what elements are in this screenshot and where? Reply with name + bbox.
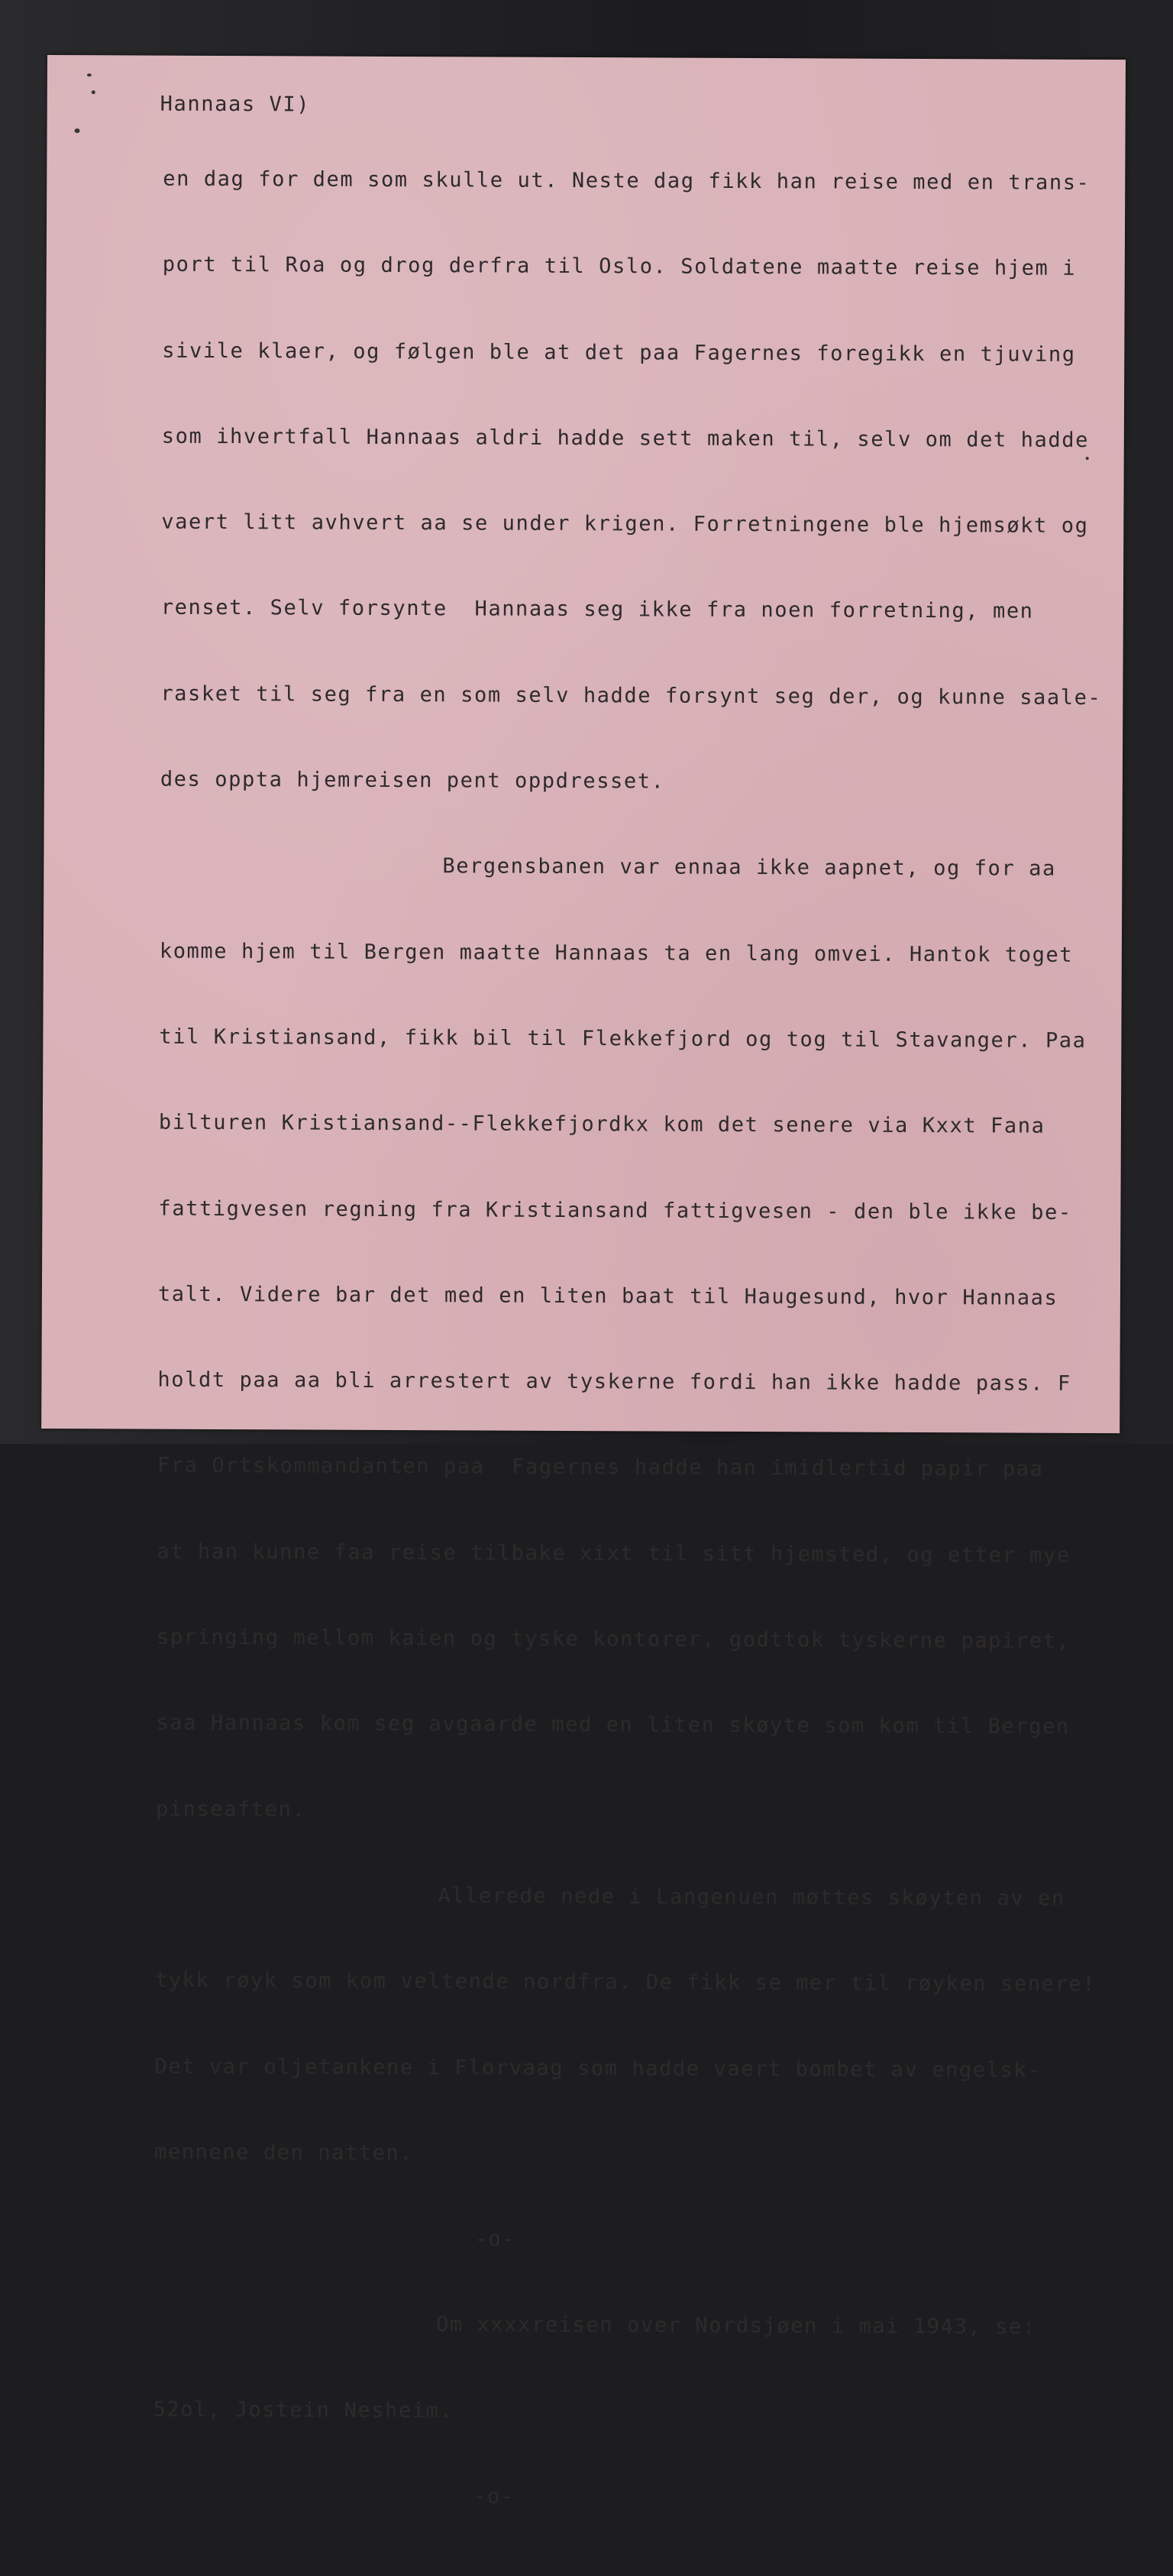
text-line: talt. Videre bar det med en liten baat til Haugesund, hvor Hannaas: [157, 1282, 1058, 1310]
typed-page: [41, 55, 1126, 2509]
text-line: saa Hannaas kom seg avgaarde med en liten skøyte som kom til Bergen: [156, 1710, 1070, 1739]
text-line: port til Roa og drog derfra til Oslo. Soldatene maatte reise hjem i: [162, 252, 1077, 281]
section-separator: -o-: [474, 2227, 516, 2251]
ink-speck: [75, 128, 80, 133]
end-separator: -o-: [473, 2484, 515, 2509]
text-line: komme hjem til Bergen maatte Hannaas ta en lang omvei. Hantok toget: [159, 939, 1074, 967]
ink-speck: [87, 73, 92, 76]
text-line-indented: Allerede nede i Langenuen møttes skøyten av en: [438, 1884, 1065, 1911]
ink-speck: [92, 90, 95, 94]
page-header: Hannaas VI): [160, 92, 311, 117]
text-line: mennene den natten.: [153, 2140, 414, 2165]
reference-line: Om xxxxreisen over Nordsjøen i mai 1943, se:: [435, 2312, 1036, 2340]
text-line: sivile klaer, og følgen ble at det paa Fagernes foregikk en tjuving: [162, 338, 1076, 367]
document-body: [153, 128, 1104, 2575]
text-line: des oppta hjemreisen pent oppdresset.: [160, 767, 665, 794]
text-line: springing mellom kaien og tyske kontorer, godttok tyskerne papiret,: [156, 1625, 1071, 1653]
text-line: bilturen Kristiansand--Flekkefjordkx kom det senere via Kxxt Fana: [158, 1110, 1045, 1138]
text-line: en dag for dem som skulle ut. Neste dag fikk han reise med en trans-: [163, 167, 1091, 195]
text-line: vaert litt avhvert aa se under krigen. Forretningene ble hjemsøkt og: [161, 510, 1089, 539]
text-line: Det var oljetankene i Florvaag som hadde vaert bombet av engelsk-: [154, 2054, 1042, 2082]
text-line: at han kunne faa reise tilbake xixt til sitt hjemsted, og etter mye: [157, 1539, 1071, 1568]
text-line: renset. Selv forsynte Hannaas seg ikke fra noen forretning, men: [160, 596, 1034, 624]
text-line: pinseaften.: [155, 1797, 306, 1822]
reference-target: 52ol, Jostein Nesheim.: [153, 2397, 454, 2423]
text-line: rasket til seg fra en som selv hadde forsynt seg der, og kunne saale-: [160, 681, 1102, 710]
text-line-indented: Bergensbanen var ennaa ikke aapnet, og for aa: [442, 854, 1056, 882]
text-line: holdt paa aa bli arrestert av tyskerne fordi han ikke hadde pass. F: [157, 1367, 1071, 1396]
text-line: som ihvertfall Hannaas aldri hadde sett maken til, selv om det hadde: [161, 424, 1090, 452]
text-line: Fra Ortskommandanten paa Fagernes hadde han imidlertid papir paa: [157, 1454, 1044, 1482]
text-line: til Kristiansand, fikk bil til Flekkefjord og tog til Stavanger. Paa: [159, 1024, 1087, 1053]
text-line: fattigvesen regning fra Kristiansand fattigvesen - den ble ikke be-: [158, 1196, 1072, 1225]
text-line: tykk røyk som kom veltende nordfra. De fikk se mer til røyken senere!: [154, 1968, 1097, 1997]
